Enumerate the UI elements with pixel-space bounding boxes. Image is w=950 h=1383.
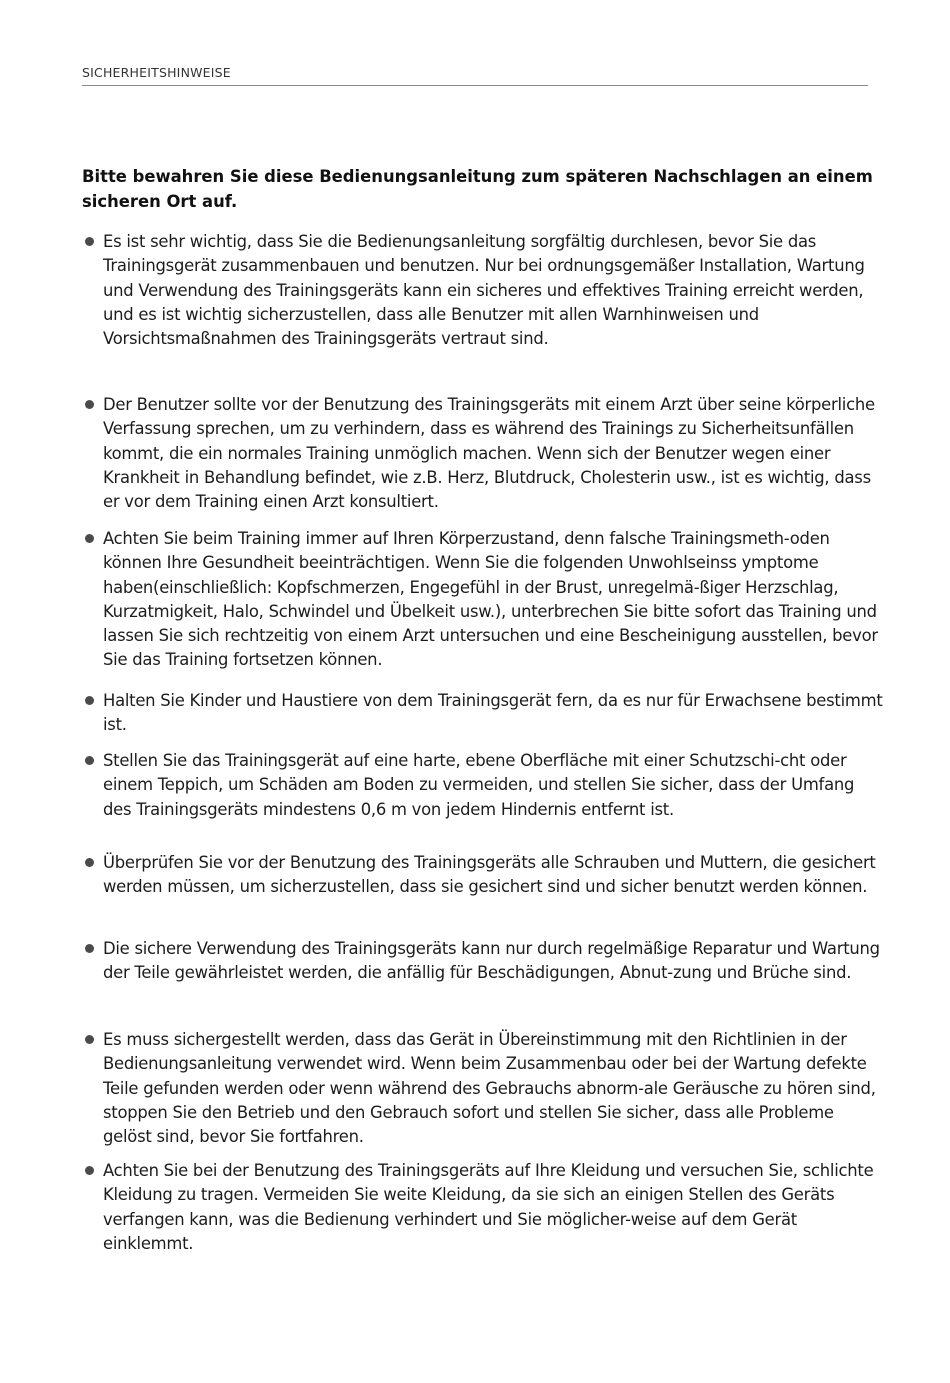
section-title: SICHERHEITSHINWEISE: [82, 65, 231, 80]
list-item-text: Achten Sie bei der Benutzung des Trainingsgeräts auf Ihre Kleidung und versuchen Sie, schlichte Kleidung zu tragen. Vermeiden Sie weite Kleidung, da sie sich an einigen Stellen des Geräts verfangen kann, was die Bedienung verhindert und Sie möglicher-weise auf dem Gerät einklemmt.: [103, 1161, 874, 1253]
list-item: [82, 1159, 884, 1256]
list-item: [82, 393, 884, 514]
list-item-text: Halten Sie Kinder und Haustiere von dem Trainingsgerät fern, da es nur für Erwachsene bestimmt ist.: [103, 691, 883, 735]
list-item-text: Es muss sichergestellt werden, dass das Gerät in Übereinstimmung mit den Richtlinien in der Bedienungsanleitung verwendet wird. Wenn beim Zusammenbau oder bei der Wartung defekte Teile gefunden werden oder wenn während des Gebrauchs abnorm-ale Geräusche zu hören sind, stoppen Sie den Betrieb und den Gebrauch sofort und stellen Sie sicher, dass alle Probleme gelöst sind, bevor Sie fortfahren.: [103, 1030, 876, 1147]
list-item-text: Es ist sehr wichtig, dass Sie die Bedienungsanleitung sorgfältig durchlesen, bevor Sie das Trainingsgerät zusammenbauen und benutzen. Nur bei ordnungsgemäßer Installation, Wartung und Verwendung des Trainingsgeräts kann ein sicheres und effektives Training erreicht werden, und es ist wichtig sicherzustellen, dass alle Benutzer mit allen Warnhinweisen und Vorsichtsmaßnahmen des Trainingsgeräts vertraut sind.: [103, 232, 865, 349]
list-item-text: Der Benutzer sollte vor der Benutzung des Trainingsgeräts mit einem Arzt über seine körperliche Verfassung sprechen, um zu verhindern, dass es während des Trainings zu Sicherheitsunfällen kommt, die ein normales Training unmöglich machen. Wenn sich der Benutzer wegen einer Krankheit in Behandlung befindet, wie z.B. Herz, Blutdruck, Cholesterin usw., ist es wichtig, dass er vor dem Training einen Arzt konsultiert.: [103, 395, 875, 512]
bullet-icon: [85, 696, 94, 705]
bullet-icon: [85, 237, 94, 246]
bullet-icon: [85, 858, 94, 867]
list-item: [82, 851, 884, 900]
intro-paragraph: Bitte bewahren Sie diese Bedienungsanleitung zum späteren Nachschlagen an einem sicheren Ort auf.: [82, 167, 873, 211]
header-divider: [82, 85, 868, 86]
bullet-icon: [85, 534, 94, 543]
list-item: [82, 1028, 884, 1149]
bullet-icon: [85, 1166, 94, 1175]
bullet-icon: [85, 756, 94, 765]
list-item-text: Stellen Sie das Trainingsgerät auf eine harte, ebene Oberfläche mit einer Schutzschi-cht oder einem Teppich, um Schäden am Boden zu vermeiden, und stellen Sie sicher, dass der Umfang des Trainingsgeräts mindestens 0,6 m von jedem Hindernis entfernt ist.: [103, 751, 855, 819]
list-item: [82, 527, 884, 673]
list-item: [82, 230, 884, 351]
bullet-icon: [85, 944, 94, 953]
list-item: [82, 937, 884, 986]
list-item: [82, 749, 884, 822]
bullet-icon: [85, 400, 94, 409]
list-item-text: Überprüfen Sie vor der Benutzung des Trainingsgeräts alle Schrauben und Muttern, die gesichert werden müssen, um sicherzustellen, dass sie gesichert sind und sicher benutzt werden können.: [103, 853, 876, 897]
list-item: [82, 689, 884, 738]
page-header: [82, 64, 868, 86]
list-item-text: Achten Sie beim Training immer auf Ihren Körperzustand, denn falsche Trainingsmeth-oden können Ihre Gesundheit beeinträchtigen. Wenn Sie die folgenden Unwohlseinss ymptome haben(einschließlich: Kopfschmerzen, Engegefühl in der Brust, unregelmä-ßiger Herzschlag, Kurzatmigkeit, Halo, Schwindel und Übelkeit usw.), unterbrechen Sie bitte sofort das Training und lassen Sie sich rechtzeitig von einem Arzt untersuchen und eine Bescheinigung ausstellen, bevor Sie das Training fortsetzen können.: [103, 529, 878, 670]
bullet-icon: [85, 1035, 94, 1044]
list-item-text: Die sichere Verwendung des Trainingsgeräts kann nur durch regelmäßige Reparatur und Wartung der Teile gewährleistet werden, die anfällig für Beschädigungen, Abnut-zung und Brüche sind.: [103, 939, 880, 983]
